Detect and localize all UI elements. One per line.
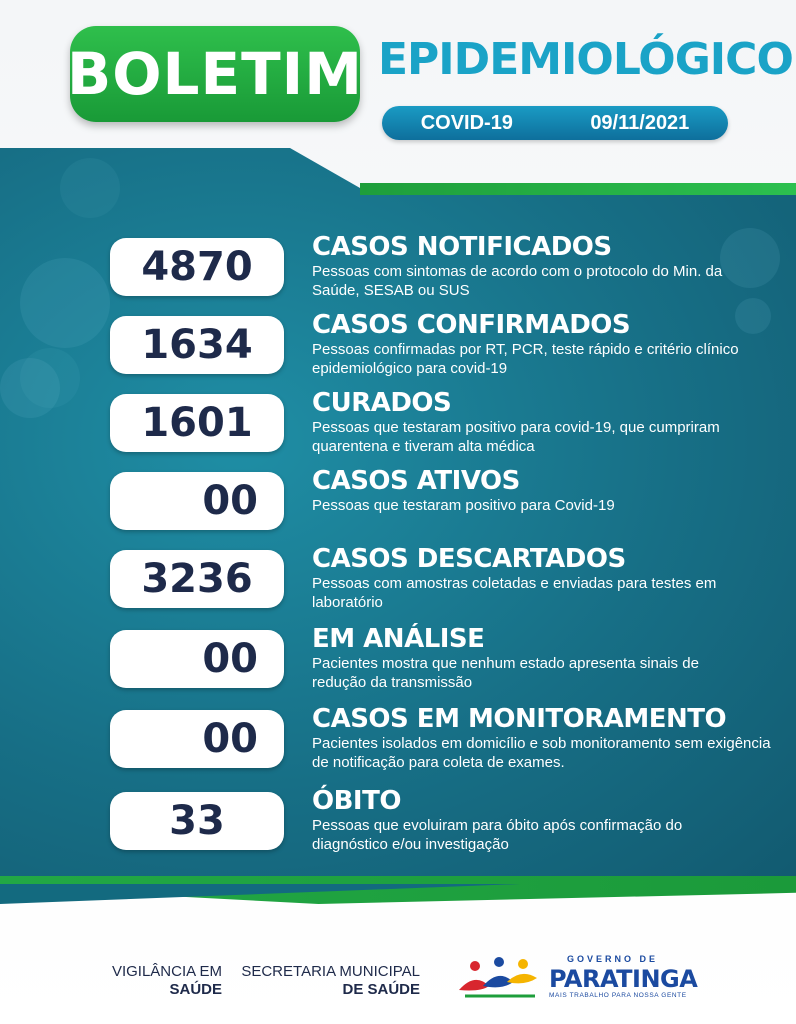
paratinga-logo (455, 952, 698, 1002)
virus-decoration-icon (60, 158, 120, 218)
stat-description: Pessoas com amostras coletadas e enviadas para testes em laboratório (312, 575, 717, 611)
stat-description: Pacientes mostra que nenhum estado apresenta sinais de redução da transmissão (312, 655, 699, 691)
secretaria-line-2: DE SAÚDE (342, 981, 420, 998)
stat-description: Pessoas com sintomas de acordo com o protocolo do Min. da Saúde, SESAB ou SUS (312, 263, 723, 299)
stat-value: 1634 (141, 322, 253, 368)
stat-value-box (110, 630, 284, 688)
stat-value-box (110, 316, 284, 374)
secretaria-line-1: SECRETARIA MUNICIPAL (241, 963, 420, 980)
stat-title: CASOS CONFIRMADOS (312, 310, 631, 340)
virus-decoration-icon (20, 258, 110, 348)
stat-title: CASOS NOTIFICADOS (312, 232, 612, 262)
stat-row-notificados (110, 232, 750, 299)
stat-value: 33 (169, 798, 225, 844)
stat-title: EM ANÁLISE (312, 624, 485, 654)
stat-value: 00 (202, 716, 258, 762)
stat-row-ativos (110, 466, 750, 532)
stat-row-obito (110, 786, 750, 853)
stat-description: Pessoas que testaram positivo para covid-19, que cumpriram quarentena e tiveram alta médica (312, 419, 720, 455)
secretaria-text (232, 963, 420, 999)
stat-description: Pacientes isolados em domicílio e sob monitoramento sem exigência de notificação para coleta de exames. (312, 735, 771, 771)
covid-date-bar (382, 106, 728, 140)
stat-value: 00 (202, 636, 258, 682)
stat-value-box (110, 792, 284, 850)
stat-title: CURADOS (312, 388, 452, 418)
logo-name-text: PARATINGA (549, 965, 698, 993)
stat-value-box (110, 394, 284, 452)
stat-value-box (110, 472, 284, 530)
stat-value-box (110, 710, 284, 768)
vigilancia-saude-text (100, 963, 222, 999)
stat-row-em-analise (110, 624, 750, 691)
vigilancia-line-1: VIGILÂNCIA EM (111, 963, 222, 980)
covid-label: COVID-19 (420, 111, 513, 134)
stat-row-curados (110, 388, 750, 455)
stat-description: Pessoas que testaram positivo para Covid-19 (312, 497, 615, 514)
stat-row-descartados (110, 544, 750, 611)
page-title: EPIDEMIOLÓGICO (378, 34, 793, 85)
stat-value: 3236 (141, 556, 253, 602)
stat-description: Pessoas que evoluiram para óbito após confirmação do diagnóstico e/ou investigação (312, 817, 683, 853)
boletim-badge (67, 26, 363, 122)
header-green-stripe (360, 183, 796, 195)
stat-value: 1601 (141, 400, 253, 446)
boletim-label: BOLETIM (67, 40, 363, 108)
stat-title: CASOS ATIVOS (312, 466, 520, 496)
stat-title: ÓBITO (312, 786, 401, 816)
vigilancia-line-2: SAÚDE (169, 981, 222, 998)
virus-decoration-icon (20, 348, 80, 408)
stat-row-confirmados (110, 310, 750, 377)
stat-value-box (110, 550, 284, 608)
logo-slogan-text: MAIS TRABALHO PARA NOSSA GENTE (549, 992, 687, 999)
stat-value: 00 (202, 478, 258, 524)
stat-value: 4870 (141, 244, 253, 290)
stat-title: CASOS EM MONITORAMENTO (312, 704, 727, 734)
stat-value-box (110, 238, 284, 296)
paratinga-emblem-icon (455, 952, 545, 1002)
stat-title: CASOS DESCARTADOS (312, 544, 626, 574)
logo-governo-text: GOVERNO DE (567, 954, 659, 964)
stat-description: Pessoas confirmadas por RT, PCR, teste rápido e critério clínico epidemiológico para covid-19 (312, 341, 739, 377)
stat-row-monitoramento (110, 704, 771, 771)
bulletin-date: 09/11/2021 (590, 111, 690, 134)
